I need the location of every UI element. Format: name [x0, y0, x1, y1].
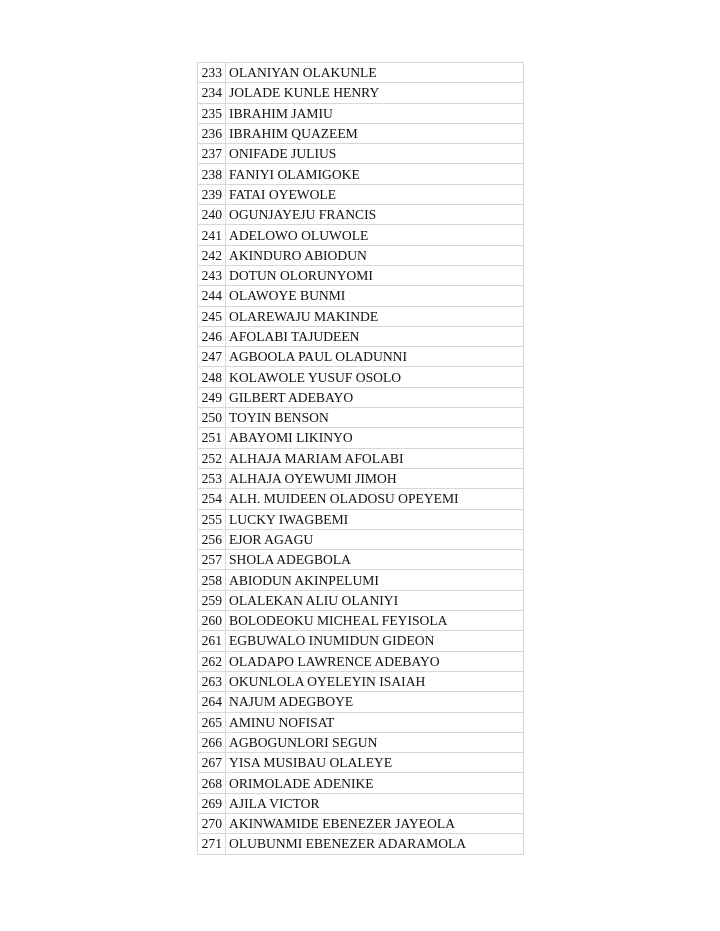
person-name: SHOLA ADEGBOLA [226, 550, 524, 570]
person-name: AMINU NOFISAT [226, 712, 524, 732]
row-number: 262 [198, 651, 226, 671]
table-row [198, 205, 524, 225]
person-name: YISA MUSIBAU OLALEYE [226, 753, 524, 773]
table-row [198, 773, 524, 793]
person-name: DOTUN OLORUNYOMI [226, 265, 524, 285]
person-name: ALH. MUIDEEN OLADOSU OPEYEMI [226, 489, 524, 509]
person-name: JOLADE KUNLE HENRY [226, 83, 524, 103]
person-name: OLAREWAJU MAKINDE [226, 306, 524, 326]
row-number: 247 [198, 347, 226, 367]
table-row [198, 529, 524, 549]
table-row [198, 63, 524, 83]
person-name: GILBERT ADEBAYO [226, 387, 524, 407]
row-number: 269 [198, 793, 226, 813]
table-row [198, 793, 524, 813]
person-name: OLUBUNMI EBENEZER ADARAMOLA [226, 834, 524, 854]
row-number: 244 [198, 286, 226, 306]
row-number: 252 [198, 448, 226, 468]
table-row [198, 225, 524, 245]
name-list-table [197, 62, 524, 855]
person-name: AKINDURO ABIODUN [226, 245, 524, 265]
table-row [198, 611, 524, 631]
row-number: 248 [198, 367, 226, 387]
table-row [198, 834, 524, 854]
row-number: 255 [198, 509, 226, 529]
row-number: 238 [198, 164, 226, 184]
person-name: AFOLABI TAJUDEEN [226, 326, 524, 346]
table-row [198, 489, 524, 509]
row-number: 253 [198, 468, 226, 488]
table-row [198, 813, 524, 833]
person-name: EJOR AGAGU [226, 529, 524, 549]
row-number: 257 [198, 550, 226, 570]
row-number: 256 [198, 529, 226, 549]
table-row [198, 712, 524, 732]
table-row [198, 347, 524, 367]
row-number: 243 [198, 265, 226, 285]
table-row [198, 550, 524, 570]
row-number: 245 [198, 306, 226, 326]
person-name: FANIYI OLAMIGOKE [226, 164, 524, 184]
table-row [198, 732, 524, 752]
person-name: NAJUM ADEGBOYE [226, 692, 524, 712]
row-number: 240 [198, 205, 226, 225]
table-row [198, 753, 524, 773]
person-name: LUCKY IWAGBEMI [226, 509, 524, 529]
person-name: AJILA VICTOR [226, 793, 524, 813]
row-number: 233 [198, 63, 226, 83]
table-row [198, 245, 524, 265]
person-name: ABIODUN AKINPELUMI [226, 570, 524, 590]
person-name: IBRAHIM QUAZEEM [226, 123, 524, 143]
row-number: 246 [198, 326, 226, 346]
person-name: EGBUWALO INUMIDUN GIDEON [226, 631, 524, 651]
table-row [198, 123, 524, 143]
table-row [198, 570, 524, 590]
person-name: ADELOWO OLUWOLE [226, 225, 524, 245]
row-number: 271 [198, 834, 226, 854]
person-name: AKINWAMIDE EBENEZER JAYEOLA [226, 813, 524, 833]
person-name: OLANIYAN OLAKUNLE [226, 63, 524, 83]
table-row [198, 144, 524, 164]
table-row [198, 164, 524, 184]
row-number: 254 [198, 489, 226, 509]
row-number: 261 [198, 631, 226, 651]
row-number: 242 [198, 245, 226, 265]
person-name: ONIFADE JULIUS [226, 144, 524, 164]
person-name: AGBOGUNLORI SEGUN [226, 732, 524, 752]
row-number: 239 [198, 184, 226, 204]
table-row [198, 184, 524, 204]
row-number: 263 [198, 671, 226, 691]
table-row [198, 387, 524, 407]
table-row [198, 651, 524, 671]
row-number: 241 [198, 225, 226, 245]
row-number: 249 [198, 387, 226, 407]
person-name: OLADAPO LAWRENCE ADEBAYO [226, 651, 524, 671]
table-row [198, 671, 524, 691]
row-number: 266 [198, 732, 226, 752]
person-name: ALHAJA MARIAM AFOLABI [226, 448, 524, 468]
row-number: 251 [198, 428, 226, 448]
row-number: 235 [198, 103, 226, 123]
table-row [198, 631, 524, 651]
person-name: OLALEKAN ALIU OLANIYI [226, 590, 524, 610]
person-name: OKUNLOLA OYELEYIN ISAIAH [226, 671, 524, 691]
table-row [198, 83, 524, 103]
person-name: ALHAJA OYEWUMI JIMOH [226, 468, 524, 488]
table-row [198, 286, 524, 306]
table-row [198, 306, 524, 326]
row-number: 236 [198, 123, 226, 143]
table-row [198, 428, 524, 448]
person-name: AGBOOLA PAUL OLADUNNI [226, 347, 524, 367]
table-row [198, 590, 524, 610]
person-name: KOLAWOLE YUSUF OSOLO [226, 367, 524, 387]
table-row [198, 326, 524, 346]
table-row [198, 468, 524, 488]
row-number: 250 [198, 408, 226, 428]
row-number: 264 [198, 692, 226, 712]
table-row [198, 692, 524, 712]
table-row [198, 448, 524, 468]
row-number: 270 [198, 813, 226, 833]
row-number: 259 [198, 590, 226, 610]
person-name: ABAYOMI LIKINYO [226, 428, 524, 448]
person-name: TOYIN BENSON [226, 408, 524, 428]
row-number: 268 [198, 773, 226, 793]
person-name: FATAI OYEWOLE [226, 184, 524, 204]
row-number: 260 [198, 611, 226, 631]
person-name: IBRAHIM JAMIU [226, 103, 524, 123]
row-number: 267 [198, 753, 226, 773]
table-body [198, 63, 524, 855]
table-row [198, 509, 524, 529]
table-row [198, 103, 524, 123]
table-row [198, 408, 524, 428]
person-name: BOLODEOKU MICHEAL FEYISOLA [226, 611, 524, 631]
row-number: 237 [198, 144, 226, 164]
person-name: OGUNJAYEJU FRANCIS [226, 205, 524, 225]
row-number: 234 [198, 83, 226, 103]
table-row [198, 265, 524, 285]
row-number: 265 [198, 712, 226, 732]
table-row [198, 367, 524, 387]
row-number: 258 [198, 570, 226, 590]
person-name: OLAWOYE BUNMI [226, 286, 524, 306]
person-name: ORIMOLADE ADENIKE [226, 773, 524, 793]
